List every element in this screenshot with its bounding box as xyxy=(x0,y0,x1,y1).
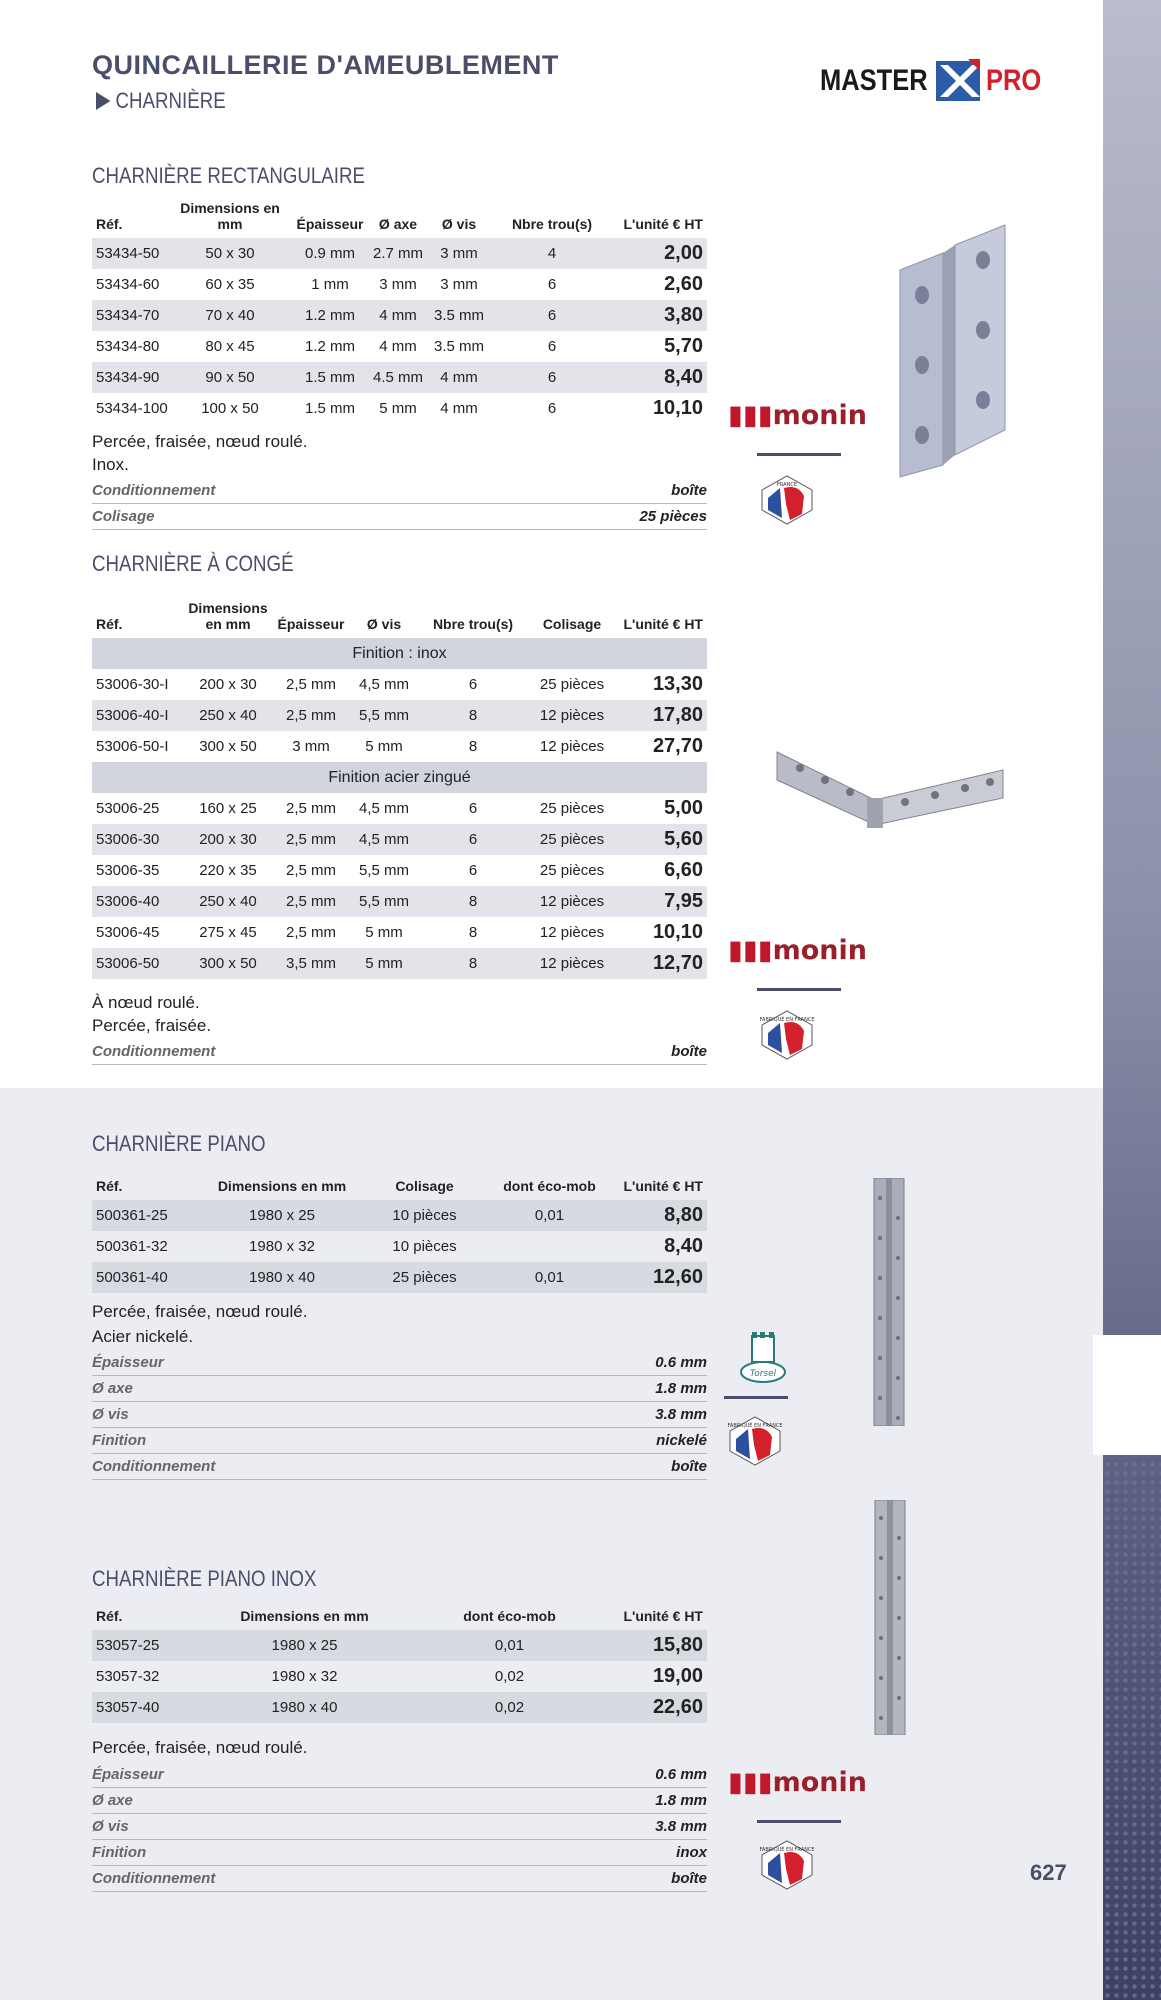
logo-divider xyxy=(724,1396,788,1399)
spec-key: Conditionnement xyxy=(92,1458,216,1475)
table-row xyxy=(92,1231,707,1262)
cell-axe: 3 mm xyxy=(379,276,417,293)
cell-dim: 1980 x 40 xyxy=(202,1262,362,1293)
cell-ref: 53006-50 xyxy=(92,948,184,979)
cell-price: 13,30 xyxy=(652,673,703,695)
cell-ep: 2,5 mm xyxy=(285,862,336,879)
badge-text: FABRIQUÉ EN FRANCE xyxy=(759,1847,815,1853)
cell-dim: 50 x 30 xyxy=(170,238,290,269)
cell-ref: 53057-25 xyxy=(92,1630,202,1661)
cell-dim: 1980 x 32 xyxy=(249,1238,315,1255)
page-title: QUINCAILLERIE D'AMEUBLEMENT xyxy=(92,50,559,80)
logo-divider xyxy=(757,1820,841,1823)
cell-price: 12,70 xyxy=(616,948,707,979)
spec-row xyxy=(92,478,707,504)
table-charniere-piano-inox xyxy=(92,1600,707,1723)
cell-dim: 250 x 40 xyxy=(184,700,272,731)
cell-trous: 8 xyxy=(468,924,478,941)
spec-row xyxy=(92,1350,707,1376)
cell-axe: 4 mm xyxy=(379,338,417,355)
cell-axe: 4.5 mm xyxy=(370,362,426,393)
cell-vis: 3 mm xyxy=(426,238,492,269)
cell-eco: 0,01 xyxy=(487,1262,612,1293)
cell-dim: 300 x 50 xyxy=(184,948,272,979)
cell-ref: 53434-90 xyxy=(92,362,170,393)
table-row xyxy=(92,793,707,824)
cell-ep: 2,5 mm xyxy=(285,800,336,817)
finish-row-inox xyxy=(92,638,707,669)
cell-vis: 4 mm xyxy=(426,362,492,393)
cell-ref: 53006-40 xyxy=(92,886,184,917)
cell-eco: 0,02 xyxy=(494,1668,525,1685)
cell-dim: 160 x 25 xyxy=(199,800,257,817)
side-tab xyxy=(1093,1335,1161,1455)
cell-trous: 6 xyxy=(468,676,478,693)
table-charniere-conge xyxy=(92,590,707,979)
cell-colisage: 12 pièces xyxy=(539,738,605,755)
cell-dim: 80 x 45 xyxy=(205,338,255,355)
cell-ep: 2,5 mm xyxy=(272,700,350,731)
monin-logo xyxy=(728,935,867,966)
cell-trous: 6 xyxy=(492,300,612,331)
spec-value: boîte xyxy=(671,1458,707,1475)
cell-colisage: 25 pièces xyxy=(362,1262,487,1293)
cell-dim: 1980 x 25 xyxy=(202,1630,407,1661)
cell-trous: 6 xyxy=(492,362,612,393)
cell-vis: 5,5 mm xyxy=(350,700,418,731)
cell-price: 12,60 xyxy=(612,1262,707,1293)
cell-vis: 3 mm xyxy=(440,276,478,293)
table-row xyxy=(92,1692,707,1723)
brand-pro: PRO xyxy=(986,64,1042,97)
col-epaisseur: Épaisseur xyxy=(277,616,345,632)
spec-row xyxy=(92,1840,707,1866)
cell-dim: 1980 x 25 xyxy=(202,1200,362,1231)
cell-dim: 250 x 40 xyxy=(184,886,272,917)
cell-axe: 5 mm xyxy=(379,400,417,417)
finish-row-zingue xyxy=(92,762,707,793)
col-trous: Nbre trou(s) xyxy=(511,216,593,232)
table-row xyxy=(92,855,707,886)
piano-hinge-image xyxy=(872,1178,906,1426)
tournel-text: Torsel xyxy=(749,1369,777,1379)
section-title-piano: CHARNIÈRE PIANO xyxy=(92,1131,266,1156)
cell-colisage: 25 pièces xyxy=(528,824,616,855)
cell-ep: 2,5 mm xyxy=(272,824,350,855)
cell-vis: 3.5 mm xyxy=(426,300,492,331)
badge-text: FABRIQUÉ EN FRANCE xyxy=(727,1423,783,1429)
cell-ref: 53006-30 xyxy=(92,824,184,855)
table-row xyxy=(92,331,707,362)
cell-price: 8,40 xyxy=(612,362,707,393)
cell-ep: 1.2 mm xyxy=(304,338,355,355)
cell-dim: 200 x 30 xyxy=(199,676,257,693)
cell-trous: 8 xyxy=(418,948,528,979)
cell-colisage: 12 pièces xyxy=(528,948,616,979)
cell-colisage: 10 pièces xyxy=(392,1238,457,1255)
cell-ref: 53057-32 xyxy=(96,1668,160,1685)
cell-price: 10,10 xyxy=(652,397,703,419)
table-row xyxy=(92,362,707,393)
spec-key: Ø axe xyxy=(92,1380,133,1397)
cell-dim: 70 x 40 xyxy=(170,300,290,331)
cell-price: 19,00 xyxy=(652,1665,703,1687)
spec-key: Colisage xyxy=(92,508,155,525)
spec-row xyxy=(92,504,707,530)
col-dimensions: Dimensions en mm xyxy=(217,1178,347,1194)
masterpro-x-icon xyxy=(934,57,982,105)
cell-colisage: 25 pièces xyxy=(539,862,605,879)
cell-ref: 53434-60 xyxy=(96,276,160,293)
col-trous: Nbre trou(s) xyxy=(432,616,514,632)
cell-eco: 0,01 xyxy=(407,1630,612,1661)
cell-price: 10,10 xyxy=(652,921,703,943)
cell-ref: 53434-50 xyxy=(92,238,170,269)
spec-row xyxy=(92,1454,707,1480)
cell-ref: 500361-40 xyxy=(92,1262,202,1293)
badge-text: FABRIQUÉ EN FRANCE xyxy=(759,1017,815,1023)
cell-dim: 275 x 45 xyxy=(199,924,257,941)
cell-colisage: 10 pièces xyxy=(362,1200,487,1231)
made-in-france-badge xyxy=(726,1411,784,1469)
col-dimensions: Dimensions en mm xyxy=(188,600,268,632)
table-row xyxy=(92,1630,707,1661)
cell-dim: 300 x 50 xyxy=(199,738,257,755)
cell-eco: 0,01 xyxy=(487,1200,612,1231)
cell-ref: 53434-100 xyxy=(96,400,168,417)
side-dot-pattern xyxy=(1103,1460,1161,2000)
cell-vis: 5,5 mm xyxy=(358,862,409,879)
col-ref: Réf. xyxy=(96,616,123,632)
note: Percée, fraisée, nœud roulé. xyxy=(92,1302,308,1321)
cell-price: 2,00 xyxy=(612,238,707,269)
spec-row xyxy=(92,1376,707,1402)
cell-ref: 53006-25 xyxy=(96,800,160,817)
made-in-france-badge xyxy=(758,470,816,528)
cell-ep: 2,5 mm xyxy=(272,886,350,917)
note: Percée, fraisée, nœud roulé. xyxy=(92,1738,308,1757)
cell-price: 15,80 xyxy=(612,1630,707,1661)
cell-price: 7,95 xyxy=(616,886,707,917)
cell-dim: 200 x 30 xyxy=(184,824,272,855)
table-row xyxy=(92,948,707,979)
spec-value: 1.8 mm xyxy=(655,1380,707,1397)
monin-text: monin xyxy=(772,935,867,966)
cell-eco: 0,02 xyxy=(407,1692,612,1723)
cell-eco xyxy=(487,1231,612,1262)
col-colisage: Colisage xyxy=(542,616,602,632)
table-row xyxy=(92,731,707,762)
note: Inox. xyxy=(92,455,129,474)
rectangular-hinge-image xyxy=(895,215,1010,480)
badge-text: FRANCE xyxy=(777,482,797,488)
col-prix: L'unité € HT xyxy=(623,616,703,632)
cell-ep: 1.5 mm xyxy=(290,362,370,393)
cell-trous: 8 xyxy=(468,738,478,755)
table-row xyxy=(92,238,707,269)
col-prix: L'unité € HT xyxy=(623,1608,703,1624)
table-header xyxy=(92,1170,707,1200)
cell-ep: 0.9 mm xyxy=(290,238,370,269)
cell-vis: 3.5 mm xyxy=(433,338,484,355)
col-epaisseur: Épaisseur xyxy=(296,216,364,232)
col-axe: Ø axe xyxy=(378,216,418,232)
cell-ep: 3 mm xyxy=(292,738,330,755)
page-number: 627 xyxy=(1030,1860,1067,1885)
cell-vis: 5 mm xyxy=(365,738,403,755)
table-row xyxy=(92,1262,707,1293)
table-row xyxy=(92,269,707,300)
cell-price: 5,60 xyxy=(616,824,707,855)
made-in-france-badge xyxy=(758,1835,816,1893)
monin-text: monin xyxy=(772,1767,867,1798)
cell-price: 3,80 xyxy=(612,300,707,331)
cell-price: 5,70 xyxy=(664,335,703,357)
tournel-logo xyxy=(738,1332,788,1386)
finish-label: Finition acier zingué xyxy=(92,762,707,793)
cell-price: 6,60 xyxy=(664,859,703,881)
logo-divider xyxy=(757,453,841,456)
cell-price: 8,80 xyxy=(612,1200,707,1231)
monin-logo xyxy=(728,1767,867,1798)
col-eco-mob: dont éco-mob xyxy=(503,1178,596,1194)
cell-colisage: 25 pièces xyxy=(539,676,605,693)
table-row xyxy=(92,393,707,424)
table-charniere-piano xyxy=(92,1170,707,1293)
spec-row xyxy=(92,1039,707,1065)
col-ref: Réf. xyxy=(96,1178,123,1194)
spec-row xyxy=(92,1814,707,1840)
spec-value: 3.8 mm xyxy=(655,1406,707,1423)
cell-ref: 53006-35 xyxy=(96,862,160,879)
note: Percée, fraisée. xyxy=(92,1016,212,1035)
spec-row xyxy=(92,1428,707,1454)
cell-dim: 220 x 35 xyxy=(199,862,257,879)
spec-value: 1.8 mm xyxy=(655,1792,707,1809)
cell-trous: 8 xyxy=(418,700,528,731)
col-prix: L'unité € HT xyxy=(623,1178,703,1194)
monin-bars: ▮▮▮ xyxy=(728,400,773,431)
cell-price: 5,00 xyxy=(664,797,703,819)
cell-ep: 2,5 mm xyxy=(285,676,336,693)
finish-label: Finition : inox xyxy=(92,638,707,669)
table-header xyxy=(92,1600,707,1630)
cell-ref: 53434-70 xyxy=(92,300,170,331)
brand-master: MASTER xyxy=(820,64,928,97)
cell-ref: 53006-40-I xyxy=(92,700,184,731)
col-vis: Ø vis xyxy=(366,616,402,632)
spec-row xyxy=(92,1402,707,1428)
col-colisage: Colisage xyxy=(395,1178,454,1194)
subtitle-text: CHARNIÈRE xyxy=(115,88,226,113)
cell-ref: 53057-40 xyxy=(92,1692,202,1723)
cell-dim: 100 x 50 xyxy=(201,400,259,417)
table-row xyxy=(92,1661,707,1692)
note: Acier nickelé. xyxy=(92,1327,194,1346)
section-title-conge: CHARNIÈRE À CONGÉ xyxy=(92,551,294,576)
cell-ref: 53006-45 xyxy=(96,924,160,941)
cell-dim: 1980 x 32 xyxy=(271,1668,338,1685)
piano-inox-hinge-image xyxy=(873,1500,907,1735)
col-eco-mob: dont éco-mob xyxy=(463,1608,556,1624)
table-charniere-rectangulaire xyxy=(92,200,707,424)
cell-colisage: 25 pièces xyxy=(539,800,605,817)
spec-value: nickelé xyxy=(656,1432,707,1449)
cell-vis: 4,5 mm xyxy=(358,800,409,817)
cell-price: 27,70 xyxy=(652,735,703,757)
monin-bars: ▮▮▮ xyxy=(728,935,773,966)
col-vis: Ø vis xyxy=(441,216,477,232)
note: Percée, fraisée, nœud roulé. xyxy=(92,432,308,451)
spec-key: Conditionnement xyxy=(92,1043,216,1060)
table-row xyxy=(92,300,707,331)
cell-price: 22,60 xyxy=(612,1692,707,1723)
cell-vis: 4 mm xyxy=(440,400,478,417)
masterpro-logo xyxy=(820,56,1051,106)
table-header xyxy=(92,200,707,238)
cell-ep: 2,5 mm xyxy=(285,924,336,941)
cell-ref: 53006-30-I xyxy=(96,676,169,693)
cell-ep: 1.2 mm xyxy=(290,300,370,331)
spec-key: Conditionnement xyxy=(92,1870,216,1887)
cell-trous: 6 xyxy=(468,800,478,817)
cell-trous: 8 xyxy=(418,886,528,917)
col-ref: Réf. xyxy=(96,216,123,232)
table-row xyxy=(92,700,707,731)
monin-logo xyxy=(728,400,867,431)
cell-price: 2,60 xyxy=(664,273,703,295)
monin-bars: ▮▮▮ xyxy=(728,1767,773,1798)
spec-row xyxy=(92,1866,707,1892)
page-subtitle xyxy=(96,88,226,114)
cell-dim: 1980 x 40 xyxy=(202,1692,407,1723)
cell-vis: 5,5 mm xyxy=(350,886,418,917)
table-header xyxy=(92,590,707,638)
spec-value: 3.8 mm xyxy=(655,1818,707,1835)
monin-text: monin xyxy=(772,400,867,431)
cell-vis: 4,5 mm xyxy=(358,676,409,693)
table-row xyxy=(92,886,707,917)
cell-dim: 60 x 35 xyxy=(205,276,255,293)
cell-price: 17,80 xyxy=(616,700,707,731)
logo-divider xyxy=(757,988,841,991)
spec-key: Finition xyxy=(92,1432,147,1449)
cell-ref: 53006-50-I xyxy=(96,738,169,755)
spec-key: Finition xyxy=(92,1844,147,1861)
spec-value: inox xyxy=(676,1844,707,1861)
cell-trous: 6 xyxy=(547,338,557,355)
cell-colisage: 12 pièces xyxy=(539,924,605,941)
cell-trous: 4 xyxy=(492,238,612,269)
cell-vis: 5 mm xyxy=(350,948,418,979)
cell-ref: 500361-25 xyxy=(92,1200,202,1231)
cell-trous: 6 xyxy=(418,824,528,855)
spec-key: Ø vis xyxy=(92,1406,129,1423)
cell-vis: 5 mm xyxy=(365,924,403,941)
cell-ep: 1.5 mm xyxy=(304,400,355,417)
col-prix: L'unité € HT xyxy=(623,216,703,232)
cell-colisage: 12 pièces xyxy=(528,886,616,917)
note: À nœud roulé. xyxy=(92,993,200,1012)
table-row xyxy=(92,824,707,855)
spec-key: Épaisseur xyxy=(92,1354,164,1371)
cell-dim: 90 x 50 xyxy=(170,362,290,393)
table-row xyxy=(92,917,707,948)
spec-key: Ø vis xyxy=(92,1818,129,1835)
cell-axe: 2.7 mm xyxy=(370,238,426,269)
cell-ref: 500361-32 xyxy=(96,1238,168,1255)
spec-key: Conditionnement xyxy=(92,482,216,499)
conge-hinge-image xyxy=(775,740,1005,840)
cell-trous: 6 xyxy=(547,400,557,417)
section-title-piano-inox: CHARNIÈRE PIANO INOX xyxy=(92,1566,317,1591)
spec-value: boîte xyxy=(671,1870,707,1887)
cell-price: 8,40 xyxy=(664,1235,703,1257)
cell-ref: 53434-80 xyxy=(96,338,160,355)
cell-trous: 6 xyxy=(547,276,557,293)
col-dimensions: Dimensions en mm xyxy=(180,200,280,232)
col-ref: Réf. xyxy=(96,1608,123,1624)
cell-axe: 4 mm xyxy=(370,300,426,331)
triangle-icon xyxy=(96,92,110,110)
spec-key: Ø axe xyxy=(92,1792,133,1809)
section-title-rectangulaire: CHARNIÈRE RECTANGULAIRE xyxy=(92,163,365,188)
spec-value: boîte xyxy=(671,1043,707,1060)
spec-row xyxy=(92,1762,707,1788)
cell-ep: 1 mm xyxy=(311,276,349,293)
spec-key: Épaisseur xyxy=(92,1766,164,1783)
made-in-france-badge xyxy=(758,1005,816,1063)
cell-vis: 4,5 mm xyxy=(350,824,418,855)
spec-value: 25 pièces xyxy=(639,508,707,525)
table-row xyxy=(92,1200,707,1231)
cell-trous: 6 xyxy=(468,862,478,879)
col-dimensions: Dimensions en mm xyxy=(240,1608,369,1624)
spec-row xyxy=(92,1788,707,1814)
spec-value: 0.6 mm xyxy=(655,1354,707,1371)
spec-value: 0.6 mm xyxy=(655,1766,707,1783)
cell-ep: 3,5 mm xyxy=(272,948,350,979)
spec-value: boîte xyxy=(671,482,707,499)
table-row xyxy=(92,669,707,700)
cell-colisage: 12 pièces xyxy=(528,700,616,731)
